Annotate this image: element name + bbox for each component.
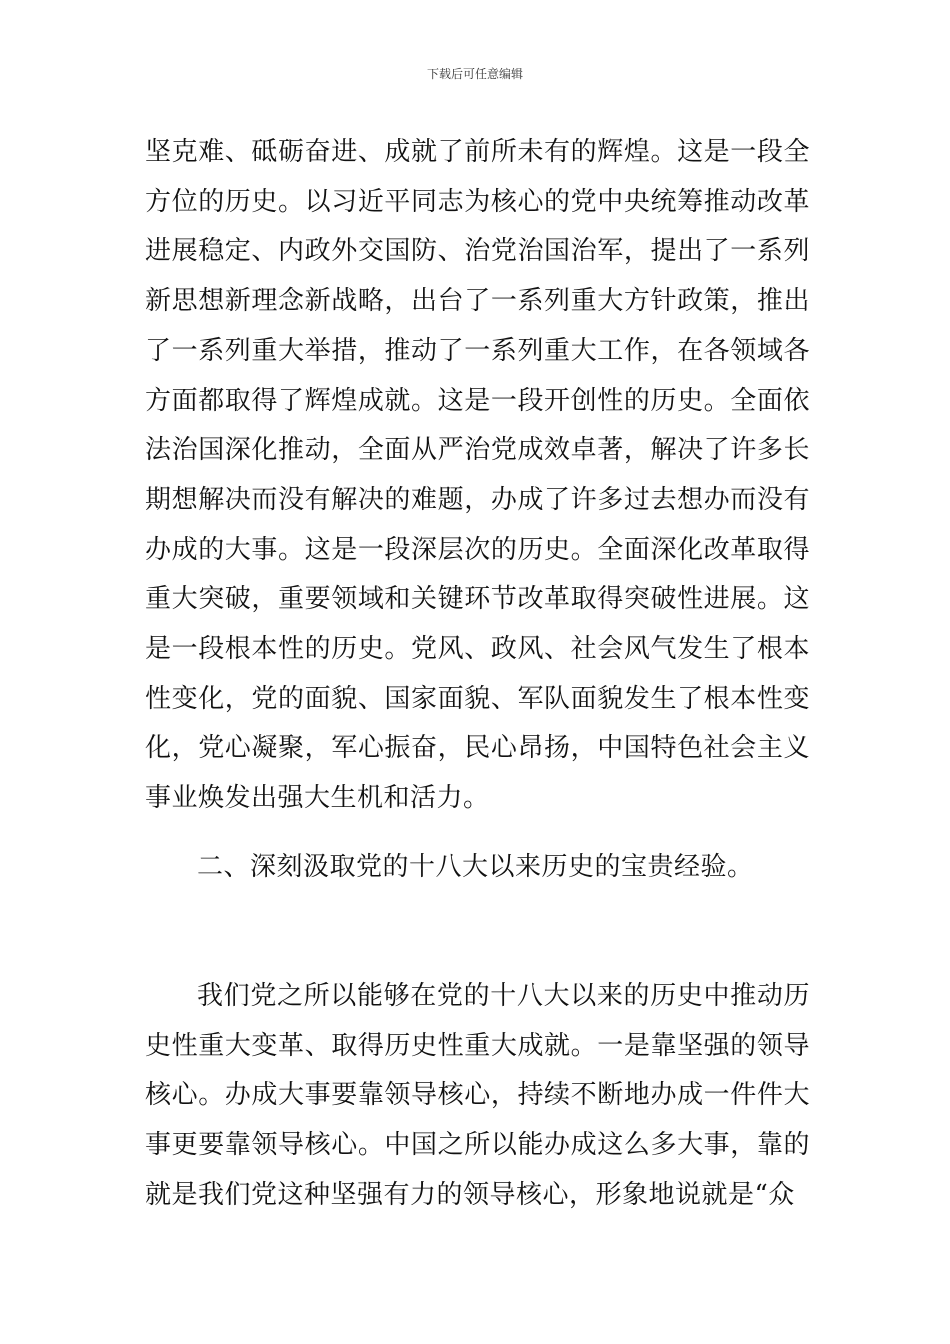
body-paragraph-1: 坚克难、砥砺奋进、成就了前所未有的辉煌。这是一段全方位的历史。以习近平同志为核心的党中央统筹推动改革进展稳定、内政外交国防、治党治国治军，提出了一系列新思想新理念新战略，出台了一系列重大方针政策，推出了一系列重大举措，推动了一系列重大工作，在各领域各方面都取得了辉煌成就。这是一段开创性的历史。全面依法治国深化推动，全面从严治党成效卓著，解决了许多长期想解决而没有解决的难题，办成了许多过去想办而没有办成的大事。这是一段深层次的历史。全面深化改革取得重大突破，重要领域和关键环节改革取得突破性进展。这是一段根本性的历史。党风、政风、社会风气发生了根本性变化，党的面貌、国家面貌、军队面貌发生了根本性变化，党心凝聚，军心振奋，民心昂扬，中国特色社会主义事业焕发出强大生机和活力。 (145, 137, 810, 814)
download-editable-note: 下载后可任意编辑 (426, 67, 523, 81)
section-heading-2: 二、深刻汲取党的十八大以来历史的宝贵经验。 (197, 852, 754, 882)
body-paragraph-2: 我们党之所以能够在党的十八大以来的历史中推动历史性重大变革、取得历史性重大成就。一是靠坚强的领导核心。办成大事要靠领导核心，持续不断地办成一件件大事更要靠领导核心。中国之所以能办成这么多大事，靠的就是我们党这种坚强有力的领导核心，形象地说就是“众 (145, 981, 810, 1210)
